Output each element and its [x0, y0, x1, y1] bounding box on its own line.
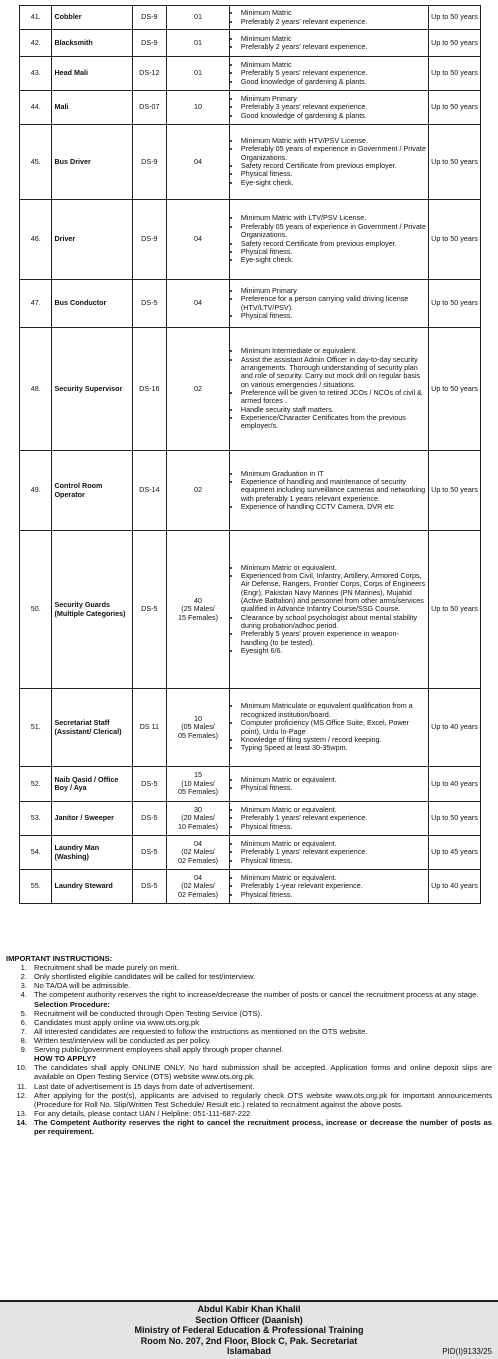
age-limit-cell: Up to 50 years [429, 57, 481, 91]
number-of-posts-cell: 10 [167, 91, 230, 125]
serial-number-cell: 54. [20, 836, 52, 870]
requirements-list [232, 470, 426, 512]
instruction-number: 3. [20, 981, 27, 991]
requirements-list [232, 806, 426, 831]
requirement-item: • Preferably 3 years' relevant experience. [241, 103, 426, 111]
instruction-text: Recruitment shall be made purely on merit. [34, 963, 179, 973]
instruction-item [6, 1082, 492, 1091]
pay-scale-cell: DS-9 [132, 200, 167, 280]
table-row [20, 451, 481, 531]
age-limit-cell: Up to 40 years [429, 767, 481, 802]
instruction-number: 5. [20, 1008, 27, 1018]
table-row [20, 870, 481, 904]
serial-number-cell: 52. [20, 767, 52, 802]
requirements-cell [229, 91, 428, 125]
age-limit-cell: Up to 50 years [429, 30, 481, 57]
serial-number-cell: 44. [20, 91, 52, 125]
requirement-item: • Physical fitness. [241, 891, 426, 899]
instruction-number: 9. [20, 1045, 27, 1055]
serial-number-cell: 53. [20, 802, 52, 836]
pay-scale-cell: DS-12 [132, 57, 167, 91]
requirement-item: • Physical fitness. [241, 784, 426, 792]
requirements-cell [229, 328, 428, 451]
requirements-cell [229, 836, 428, 870]
requirement-item: • Experience/Character Certificates from the previous employer/s. [241, 414, 426, 431]
instruction-text: After applying for the post(s), applicants are advised to regularly check OTS website www.ots.org.pk for important announcements (Procedure for Roll No. Slip/Written Test Schedule/ Result etc.) related to recruitment against the above posts. [34, 1090, 492, 1109]
post-name-cell: Blacksmith [52, 30, 132, 57]
instruction-item [6, 990, 492, 999]
requirement-item: • Minimum Matric or equivalent. [241, 840, 426, 848]
instruction-item [6, 1091, 492, 1109]
requirement-item: • Experience of handling and maintenance of security equipment including surveillance cameras and networking with preferably 1 years relevant experience. [241, 478, 426, 503]
signatory-line: Islamabad [226, 1346, 272, 1356]
table-row [20, 836, 481, 870]
requirements-cell [229, 6, 428, 30]
requirements-list [232, 776, 426, 793]
instruction-number: 11. [17, 1081, 27, 1091]
requirements-cell [229, 57, 428, 91]
instruction-text: Serving public/government employees shall apply through proper channel. [34, 1045, 284, 1055]
serial-number-cell: 45. [20, 125, 52, 200]
post-name-cell: Bus Driver [52, 125, 132, 200]
requirements-cell [229, 531, 428, 689]
post-name-cell: Laundry Man (Washing) [52, 836, 132, 870]
requirement-item: • Physical fitness. [241, 312, 426, 320]
requirement-item: • Eye-sight check. [241, 179, 426, 187]
signature-block [0, 1300, 498, 1359]
instruction-subheading: HOW TO APPLY? [34, 1054, 97, 1064]
post-name-cell: Security Guards (Multiple Categories) [52, 531, 132, 689]
instruction-text: Recruitment will be conducted through Open Testing Service (OTS). [34, 1008, 263, 1018]
requirement-item: • Minimum Matriculate or equivalent qualification from a recognized institution/board. [241, 702, 426, 719]
serial-number-cell: 47. [20, 280, 52, 328]
number-of-posts-cell: 04 [167, 200, 230, 280]
age-limit-cell: Up to 45 years [429, 836, 481, 870]
number-of-posts-cell: 04 (02 Males/ 02 Females) [167, 836, 230, 870]
signatory-line: Room No. 207, 2nd Floor, Block C, Pak. Secretariat [140, 1335, 358, 1346]
number-of-posts-cell: 04 (02 Males/ 02 Females) [167, 870, 230, 904]
requirements-list [232, 35, 426, 52]
requirement-item: • Preferably 1 years' relevant experience. [241, 814, 426, 822]
requirement-item: • Computer proficiency (MS Office Suite, Excel, Power point), Urdu In-Page [241, 719, 426, 736]
instruction-text: The Competent Authority reserves the right to cancel the recruitment process, increase or decrease the number of posts as per requirement. [34, 1117, 492, 1137]
instruction-number: 4. [20, 990, 27, 1000]
requirement-item: • Minimum Primary [241, 287, 426, 295]
requirement-item: • Preferably 05 years of experience in Government / Private Organizations. [241, 145, 426, 162]
jobs-table [19, 5, 481, 904]
requirements-cell [229, 870, 428, 904]
requirement-item: • Handle security staff matters. [241, 406, 426, 414]
pay-scale-cell: DS 11 [132, 689, 167, 767]
requirement-item: • Clearance by school psychologist about mental stability during probation/adhoc period. [241, 614, 426, 631]
requirement-item: • Minimum Matric with HTV/PSV License. [241, 137, 426, 145]
number-of-posts-cell: 30 (20 Males/ 10 Females) [167, 802, 230, 836]
age-limit-cell: Up to 50 years [429, 802, 481, 836]
requirement-item: • Minimum Matric [241, 9, 426, 17]
instruction-item [6, 1018, 492, 1027]
post-name-cell: Head Mali [52, 57, 132, 91]
instruction-number: 10. [16, 1063, 27, 1073]
instructions-section [6, 954, 492, 1136]
number-of-posts-cell: 04 [167, 280, 230, 328]
requirements-cell [229, 200, 428, 280]
table-row [20, 802, 481, 836]
requirement-item: • Preferably 1-year relevant experience. [241, 882, 426, 890]
instruction-item [6, 1118, 492, 1136]
number-of-posts-cell: 01 [167, 30, 230, 57]
requirements-cell [229, 30, 428, 57]
requirement-item: • Minimum Matric or equivalent. [241, 806, 426, 814]
pay-scale-cell: DS-9 [132, 30, 167, 57]
requirement-item: • Physical fitness. [241, 248, 426, 256]
requirement-item: • Experienced from Civil, Infantry, Artillery, Armored Corps, Air Defense, Rangers, Frontier Corps, Corps of Engineers (Engr), Pakistan Navy Marines (PN Marines), Mujahid (Active Battalion) and personnel from other arms/services qualified in Advance Infantry Course/SSG Course. [241, 572, 426, 614]
requirement-item: • Preferably 2 years' relevant experience. [241, 43, 426, 51]
signatory-line: Section Officer (Daanish) [195, 1314, 303, 1325]
requirement-item: • Eye-sight check. [241, 256, 426, 264]
requirement-item: • Physical fitness. [241, 823, 426, 831]
instruction-item [6, 972, 492, 981]
table-row [20, 30, 481, 57]
age-limit-cell: Up to 50 years [429, 6, 481, 30]
post-name-cell: Mali [52, 91, 132, 125]
requirements-cell [229, 125, 428, 200]
requirements-list [232, 840, 426, 865]
post-name-cell: Security Supervisor [52, 328, 132, 451]
requirements-list [232, 95, 426, 120]
instruction-text: Only shortlisted eligible candidates will be called for test/interview. [34, 972, 256, 982]
requirements-cell [229, 767, 428, 802]
instruction-text: All interested candidates are requested to follow the instructions as mentioned on the OTS website. [34, 1026, 368, 1036]
post-name-cell: Secretariat Staff (Assistant/ Clerical) [52, 689, 132, 767]
number-of-posts-cell: 02 [167, 451, 230, 531]
requirements-list [232, 214, 426, 264]
instruction-text: No TA/DA will be admissible. [34, 981, 131, 991]
instruction-number: 6. [20, 1017, 27, 1027]
instruction-item [6, 963, 492, 972]
requirements-cell [229, 280, 428, 328]
serial-number-cell: 41. [20, 6, 52, 30]
requirements-cell [229, 451, 428, 531]
instruction-item [6, 1045, 492, 1054]
table-row [20, 689, 481, 767]
number-of-posts-cell: 40 (25 Males/ 15 Females) [167, 531, 230, 689]
requirements-list [232, 61, 426, 86]
serial-number-cell: 48. [20, 328, 52, 451]
requirement-item: • Minimum Intermediate or equivalent. [241, 347, 426, 355]
requirements-list [232, 564, 426, 656]
requirement-item: • Eyesight 6/6. [241, 647, 426, 655]
instruction-text: Last date of advertisement is 15 days from date of advertisement. [34, 1081, 255, 1091]
requirements-cell [229, 802, 428, 836]
requirement-item: • Assist the assistant Admin Officer in day-to-day security arrangements. Thorough understanding of security plan and role of security. Carry out mock drill on regular basis on various emergencies / situations. [241, 356, 426, 389]
requirements-cell [229, 689, 428, 767]
instruction-item [6, 1009, 492, 1018]
requirement-item: • Minimum Matric or equivalent. [241, 564, 426, 572]
age-limit-cell: Up to 50 years [429, 531, 481, 689]
requirement-item: • Preference for a person carrying valid driving license (HTV/LTV/PSV). [241, 295, 426, 312]
post-name-cell: Control Room Operator [52, 451, 132, 531]
table-row [20, 200, 481, 280]
serial-number-cell: 49. [20, 451, 52, 531]
age-limit-cell: Up to 50 years [429, 280, 481, 328]
requirement-item: • Preferably 5 years' proven experience in weapon-handling (to be tested). [241, 630, 426, 647]
requirement-item: • Preferably 2 years' relevant experience. [241, 18, 426, 26]
instruction-item [6, 1036, 492, 1045]
requirement-item: • Minimum Matric [241, 61, 426, 69]
requirements-list [232, 137, 426, 187]
pay-scale-cell: DS-5 [132, 836, 167, 870]
pay-scale-cell: DS-5 [132, 280, 167, 328]
age-limit-cell: Up to 50 years [429, 451, 481, 531]
serial-number-cell: 51. [20, 689, 52, 767]
number-of-posts-cell: 04 [167, 125, 230, 200]
number-of-posts-cell: 15 (10 Males/ 05 Females) [167, 767, 230, 802]
age-limit-cell: Up to 50 years [429, 125, 481, 200]
requirements-list [232, 9, 426, 26]
serial-number-cell: 46. [20, 200, 52, 280]
instruction-number: 1. [20, 963, 27, 973]
instruction-item [6, 1027, 492, 1036]
post-name-cell: Driver [52, 200, 132, 280]
pay-scale-cell: DS-9 [132, 125, 167, 200]
post-name-cell: Bus Conductor [52, 280, 132, 328]
instruction-number: 2. [20, 972, 27, 982]
table-row [20, 767, 481, 802]
instruction-subheading: Selection Procedure: [34, 999, 110, 1009]
requirement-item: • Minimum Graduation in IT [241, 470, 426, 478]
requirement-item: • Safety record Certificate from previous employer. [241, 162, 426, 170]
requirement-item: • Good knowledge of gardening & plants. [241, 78, 426, 86]
serial-number-cell: 50. [20, 531, 52, 689]
serial-number-cell: 43. [20, 57, 52, 91]
requirements-list [232, 287, 426, 320]
table-row [20, 328, 481, 451]
age-limit-cell: Up to 50 years [429, 91, 481, 125]
pay-scale-cell: DS-5 [132, 531, 167, 689]
requirement-item: • Safety record Certificate from previous employer. [241, 240, 426, 248]
post-name-cell: Janitor / Sweeper [52, 802, 132, 836]
requirement-item: • Knowledge of filing system / record keeping. [241, 736, 426, 744]
age-limit-cell: Up to 40 years [429, 689, 481, 767]
requirements-list [232, 702, 426, 752]
pay-scale-cell: DS-16 [132, 328, 167, 451]
instruction-number: 14. [16, 1117, 27, 1127]
requirement-item: • Preference will be given to retired JCOs / NCOs of civil & armed forces . [241, 389, 426, 406]
requirements-list [232, 347, 426, 430]
pay-scale-cell: DS-14 [132, 451, 167, 531]
requirement-item: • Preferably 5 years' relevant experience. [241, 69, 426, 77]
pay-scale-cell: DS-07 [132, 91, 167, 125]
instruction-number: 13. [16, 1108, 27, 1118]
post-name-cell: Naib Qasid / Office Boy / Aya [52, 767, 132, 802]
table-row [20, 125, 481, 200]
instructions-heading: IMPORTANT INSTRUCTIONS: [6, 954, 113, 963]
number-of-posts-cell: 02 [167, 328, 230, 451]
requirements-list [232, 874, 426, 899]
requirement-item: • Minimum Primary [241, 95, 426, 103]
instruction-text: The candidates shall apply ONLINE ONLY. No hard submission shall be accepted. Application forms and online deposit slips are available on Open Testing Service (OTS) website www.ots.org.pk. [34, 1063, 492, 1082]
table-row [20, 6, 481, 30]
table-row [20, 531, 481, 689]
pay-scale-cell: DS-5 [132, 767, 167, 802]
instruction-text: Candidates must apply online via www.ots.org.pk [34, 1017, 200, 1027]
requirement-item: • Minimum Matric or equivalent. [241, 776, 426, 784]
requirement-item: • Experience of handling CCTV Camera, DVR etc [241, 503, 426, 511]
requirement-item: • Preferably 05 years of experience in Government / Private Organizations. [241, 223, 426, 240]
instruction-item [6, 981, 492, 990]
signatory-line: Ministry of Federal Education & Professional Training [134, 1325, 364, 1335]
post-name-cell: Laundry Steward [52, 870, 132, 904]
age-limit-cell: Up to 40 years [429, 870, 481, 904]
table-row [20, 91, 481, 125]
table-row [20, 280, 481, 328]
table-row [20, 57, 481, 91]
signatory-line: Abdul Kabir Khan Khalil [197, 1304, 301, 1314]
instruction-item [6, 1109, 492, 1118]
serial-number-cell: 55. [20, 870, 52, 904]
pid-code: PID(I)9133/25 [442, 1347, 492, 1356]
instruction-text: Written test/interview will be conducted as per policy. [34, 1035, 211, 1045]
serial-number-cell: 42. [20, 30, 52, 57]
instruction-text: For any details, please contact UAN / Helpline: 051-111-687-222 [34, 1108, 251, 1118]
pay-scale-cell: DS-5 [132, 802, 167, 836]
requirement-item: • Typing Speed at least 30-35wpm. [241, 744, 426, 752]
post-name-cell: Cobbler [52, 6, 132, 30]
instruction-item [6, 1063, 492, 1081]
instructions-list [6, 963, 492, 1136]
age-limit-cell: Up to 50 years [429, 200, 481, 280]
number-of-posts-cell: 01 [167, 57, 230, 91]
number-of-posts-cell: 10 (05 Males/ 05 Females) [167, 689, 230, 767]
instruction-number: 7. [20, 1026, 27, 1036]
requirement-item: • Physical fitness. [241, 857, 426, 865]
age-limit-cell: Up to 50 years [429, 328, 481, 451]
requirement-item: • Minimum Matric [241, 35, 426, 43]
number-of-posts-cell: 01 [167, 6, 230, 30]
instruction-number: 12. [16, 1090, 27, 1100]
pay-scale-cell: DS-9 [132, 6, 167, 30]
instruction-number: 8. [20, 1035, 27, 1045]
requirement-item: • Physical fitness. [241, 170, 426, 178]
requirement-item: • Preferably 1 years' relevant experience. [241, 848, 426, 856]
instruction-text: The competent authority reserves the right to increase/decrease the number of posts or cancel the recruitment process at any stage. [34, 990, 479, 1000]
requirement-item: • Minimum Matric with LTV/PSV License. [241, 214, 426, 222]
requirement-item: • Minimum Matric or equivalent. [241, 874, 426, 882]
pay-scale-cell: DS-5 [132, 870, 167, 904]
requirement-item: • Good knowledge of gardening & plants. [241, 112, 426, 120]
